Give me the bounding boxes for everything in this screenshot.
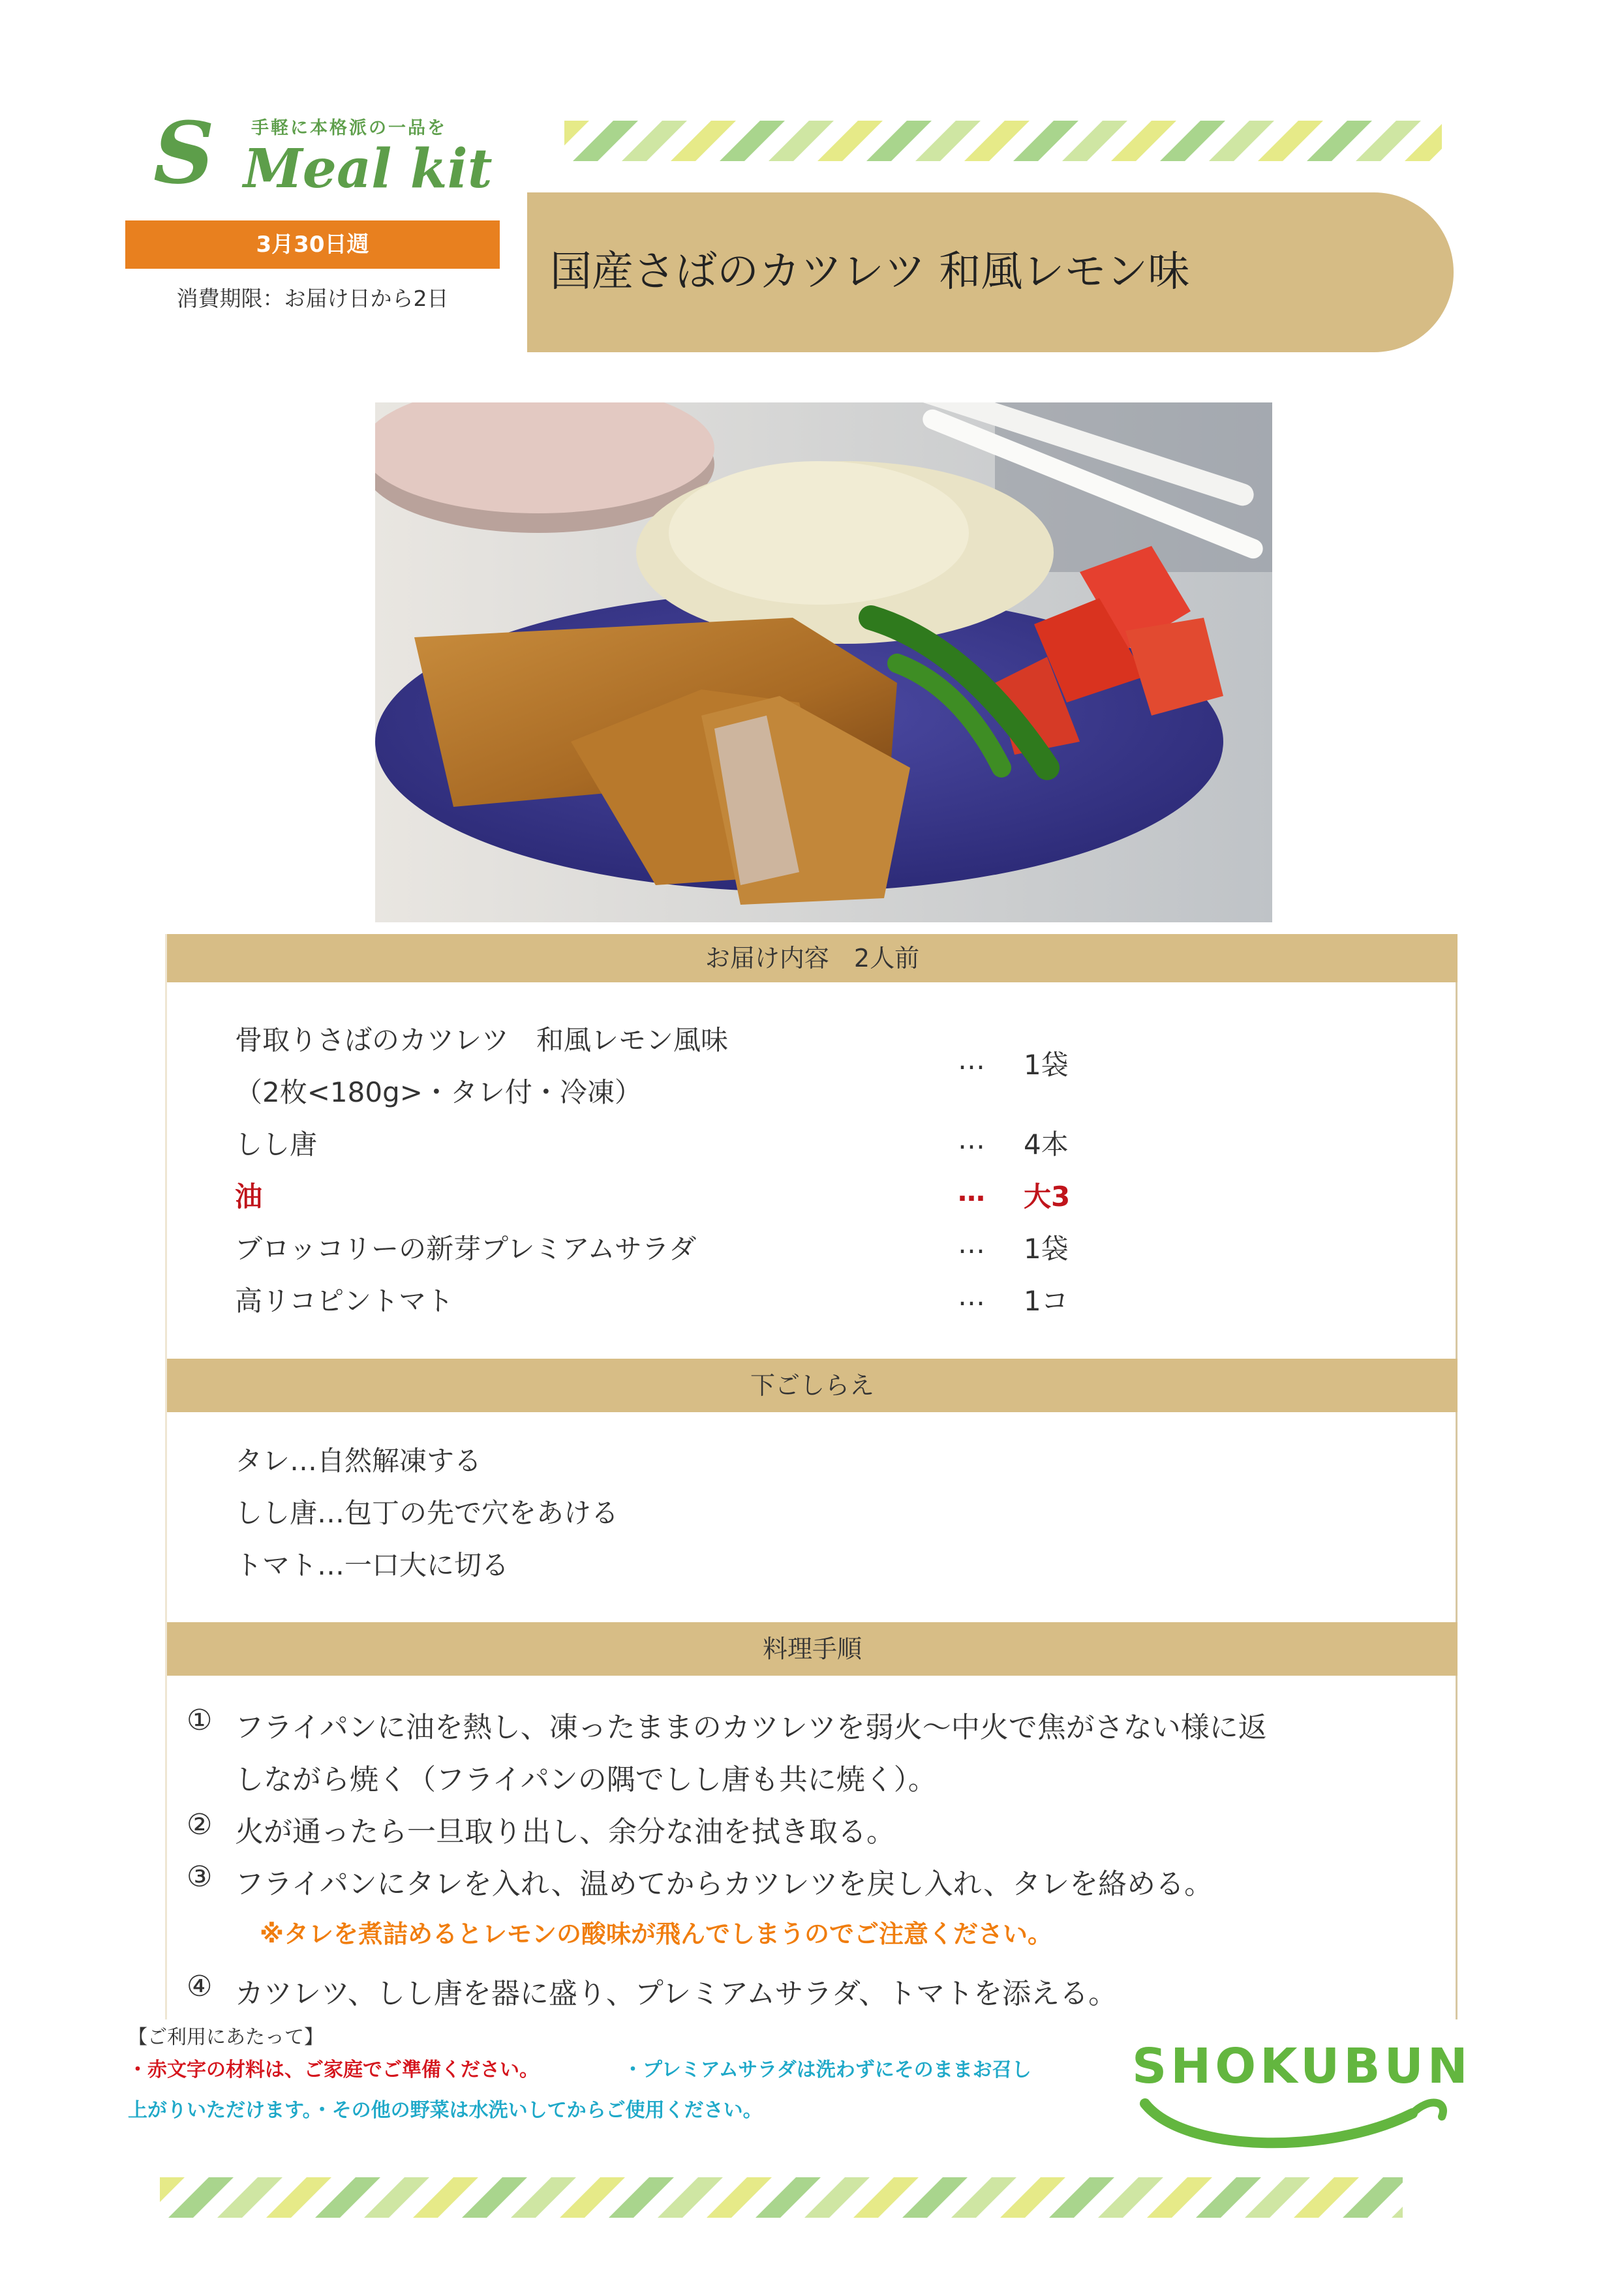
ingredient-dots: … xyxy=(958,1228,985,1260)
ingredient-name-detail: （2枚<180g>・タレ付・冷凍） xyxy=(235,1076,642,1108)
recipe-title: 国産さばのカツレツ 和風レモン味 xyxy=(550,248,1190,296)
usage-note-salad: ・プレミアムサラダは洗わずにそのままお召し xyxy=(623,2059,1031,2081)
logo-tagline: 手軽に本格派の一品を xyxy=(251,118,447,138)
ingredient-qty: 1コ xyxy=(1024,1285,1069,1317)
prep-item: しし唐…包丁の先で穴をあける xyxy=(235,1497,619,1529)
ingredient-name: ブロッコリーの新芽プレミアムサラダ xyxy=(235,1233,697,1265)
ingredient-dots: … xyxy=(958,1044,985,1076)
ingredient-qty: 大3 xyxy=(1024,1181,1071,1213)
logo-letter: S xyxy=(153,103,215,203)
step-number: ④ xyxy=(187,1970,213,2003)
usage-notes-heading: 【ご利用にあたって】 xyxy=(128,2026,324,2049)
steps-heading: 料理手順 xyxy=(167,1622,1458,1676)
step-text: カツレツ、しし唐を器に盛り、プレミアムサラダ、トマトを添える。 xyxy=(235,1977,1118,2010)
dish-photo-icon xyxy=(375,402,1272,922)
step-text: フライパンにタレを入れ、温めてからカツレツを戻し入れ、タレを絡める。 xyxy=(235,1867,1214,1901)
step-number: ③ xyxy=(187,1860,213,1894)
dish-photo xyxy=(375,402,1272,922)
stripe-pattern-bottom xyxy=(160,2177,1403,2218)
logo-name: Meal kit xyxy=(243,138,493,200)
stripe-pattern-top xyxy=(564,121,1442,161)
meal-kit-logo xyxy=(153,104,493,215)
ingredients-heading: お届け内容 2人前 xyxy=(167,934,1458,982)
prep-heading: 下ごしらえ xyxy=(167,1359,1458,1412)
week-badge: 3月30日週 xyxy=(125,220,500,269)
prep-item: トマト…一口大に切る xyxy=(235,1549,510,1581)
ingredient-dots: … xyxy=(958,1175,985,1207)
shokubun-logo xyxy=(1132,2038,1472,2156)
step-text-continued: しながら焼く（フライパンの隅でしし唐も共に焼く）。 xyxy=(235,1763,937,1796)
ingredient-dots: … xyxy=(958,1280,985,1312)
ingredient-qty: 4本 xyxy=(1024,1128,1069,1160)
step-number: ① xyxy=(187,1704,213,1737)
prep-item: タレ…自然解凍する xyxy=(235,1445,482,1477)
recipe-panel xyxy=(165,934,1458,2019)
bottom-stripe-band xyxy=(160,2177,1403,2218)
ingredient-name: しし唐 xyxy=(235,1128,318,1160)
usage-note-wash: 上がりいただけます。・その他の野菜は水洗いしてからご使用ください。 xyxy=(128,2099,763,2122)
ingredient-name: 油 xyxy=(235,1181,263,1213)
top-stripe-band xyxy=(564,121,1442,161)
step-text: フライパンに油を熱し、凍ったままのカツレツを弱火～中火で焦がさない様に返 xyxy=(235,1711,1267,1744)
step-caution-note: ※タレを煮詰めるとレモンの酸味が飛んでしまうのでご注意ください。 xyxy=(260,1920,1052,1948)
expiry-note: 消費期限：お届け日から2日 xyxy=(176,286,449,311)
ingredient-qty: 1袋 xyxy=(1024,1233,1069,1265)
step-text: 火が通ったら一旦取り出し、余分な油を拭き取る。 xyxy=(235,1815,895,1849)
ingredient-name: 骨取りさばのカツレツ 和風レモン風味 xyxy=(235,1024,729,1056)
usage-note-red: ・赤文字の材料は、ご家庭でご準備ください。 xyxy=(128,2059,539,2081)
brand-name: SHOKUBUN xyxy=(1132,2038,1472,2094)
brand-swoosh-icon xyxy=(1132,2091,1455,2156)
step-number: ② xyxy=(187,1808,213,1841)
ingredient-dots: … xyxy=(958,1123,985,1155)
title-banner xyxy=(527,192,1454,352)
ingredient-name: 高リコピントマト xyxy=(235,1285,454,1317)
ingredient-qty: 1袋 xyxy=(1024,1049,1069,1081)
